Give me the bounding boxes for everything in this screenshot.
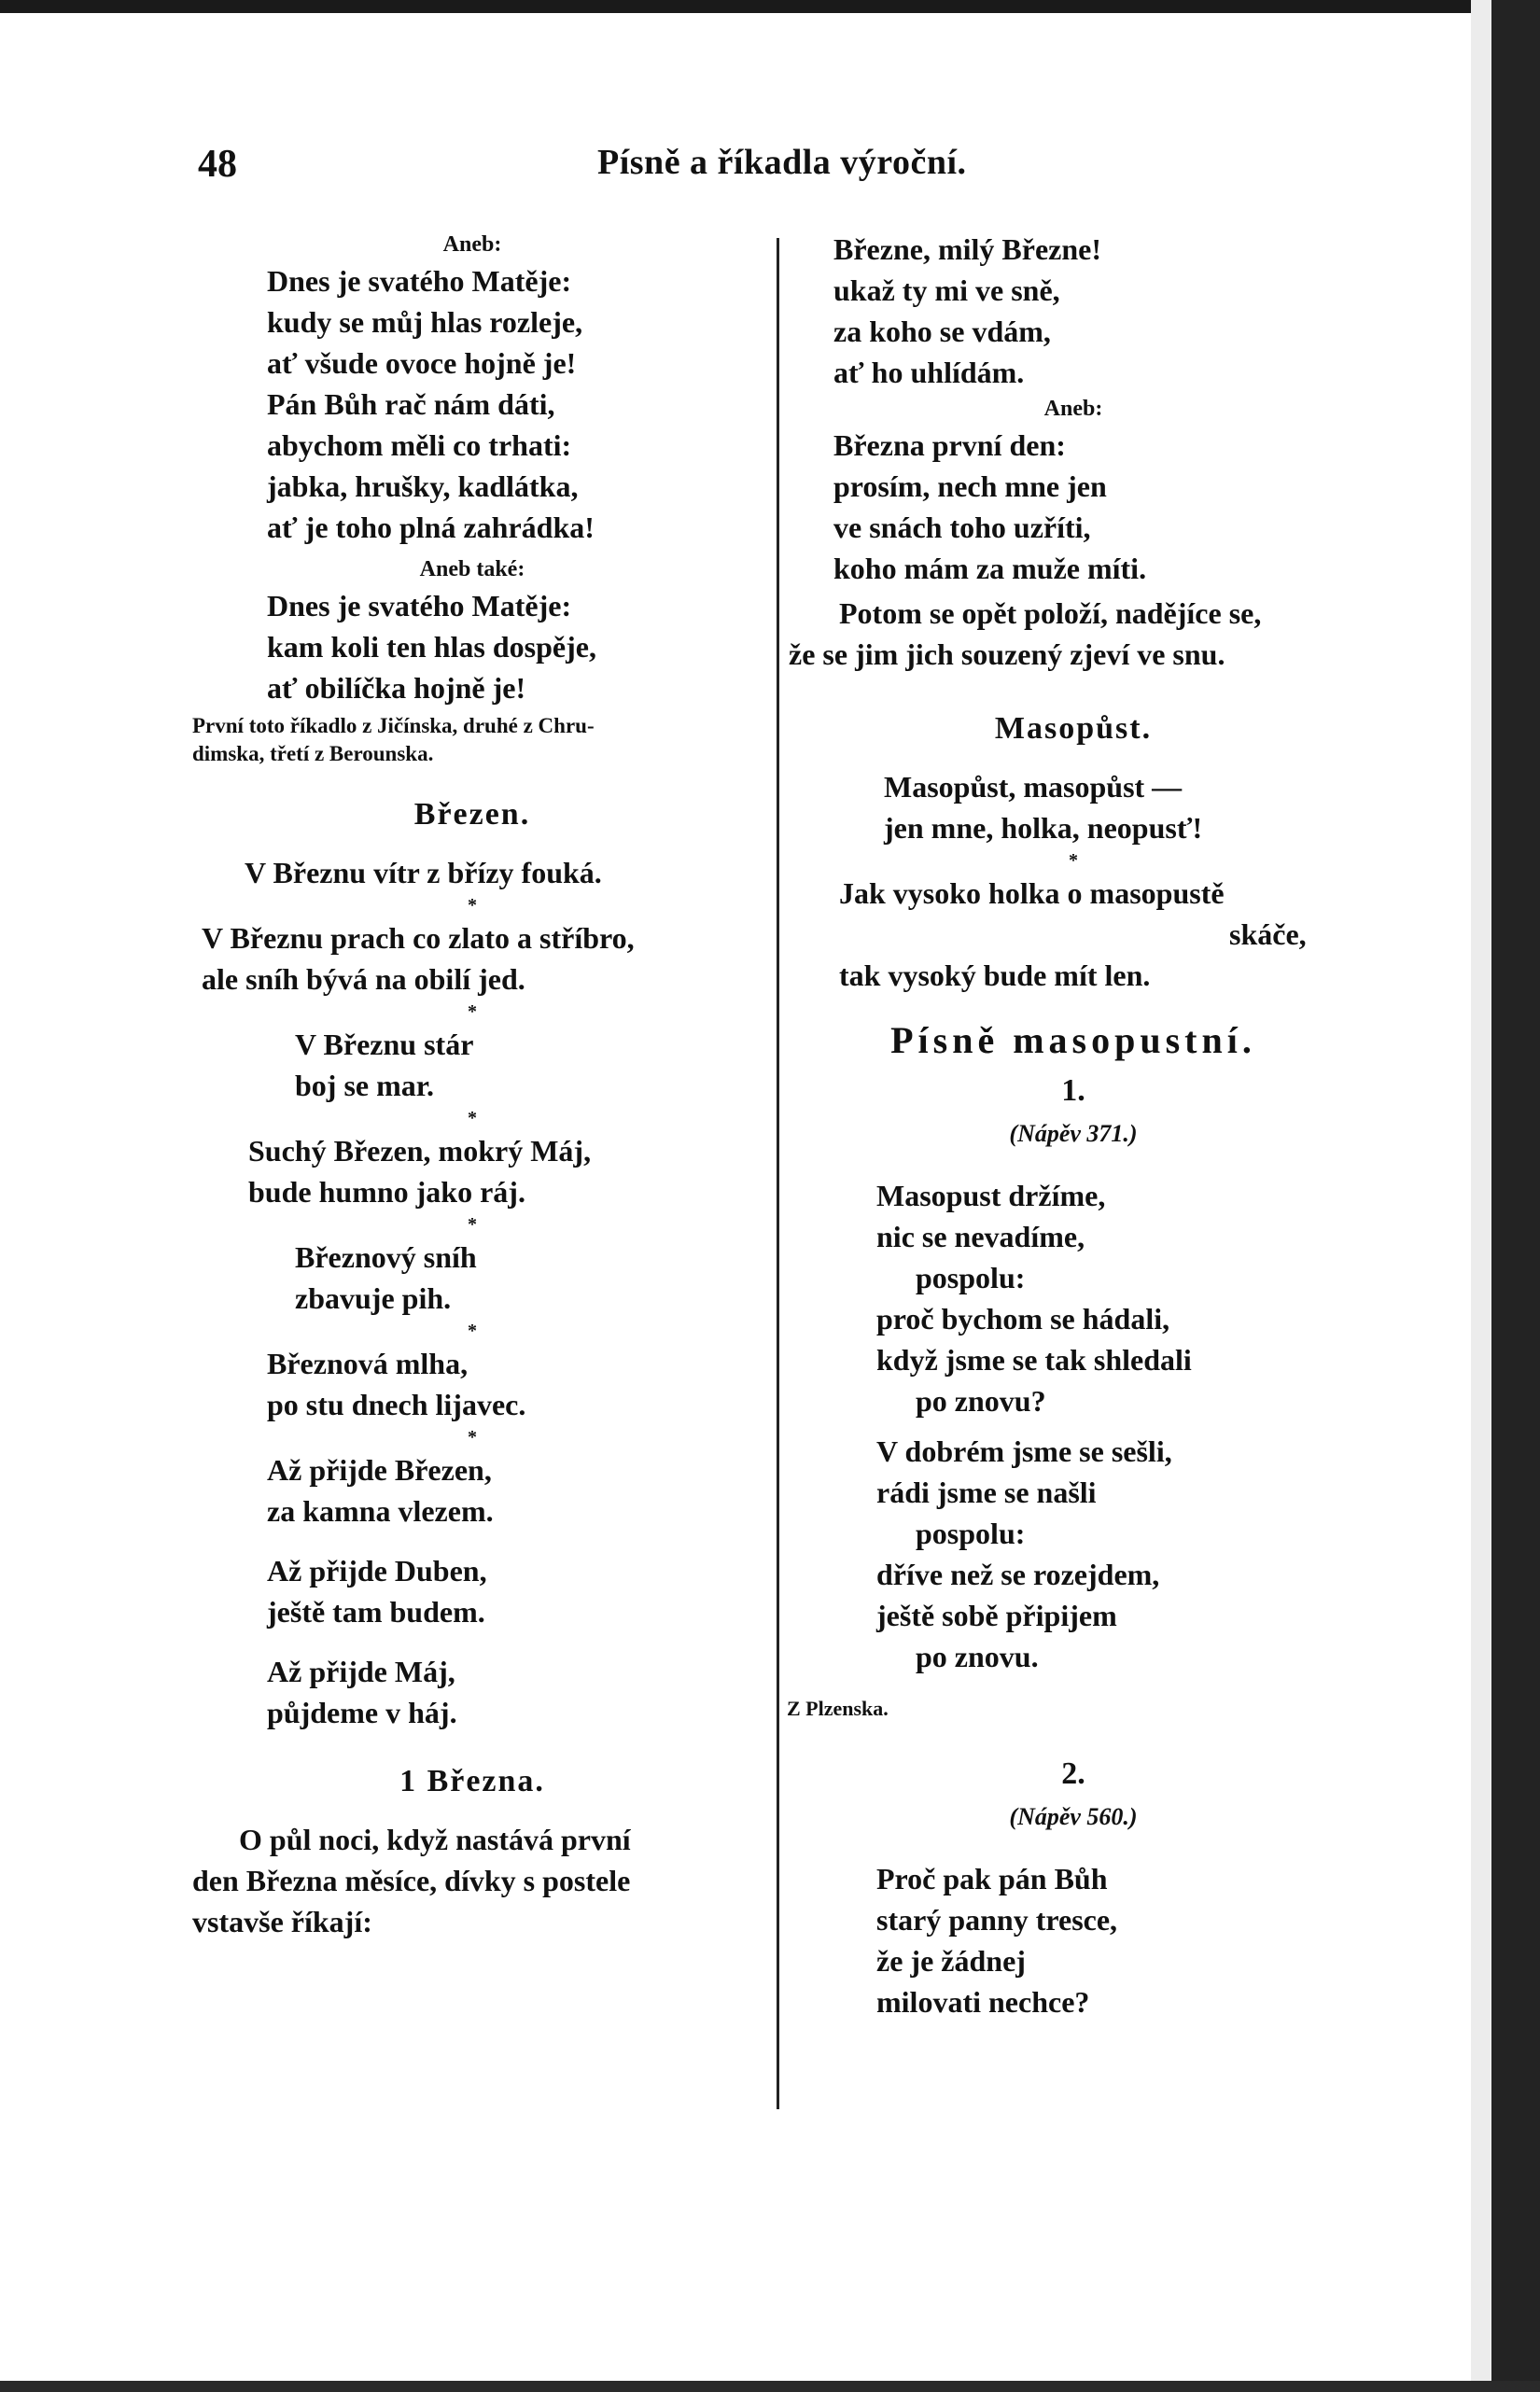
verse-line: pospolu: [916, 1261, 1026, 1294]
verse-line: zbavuje pih. [295, 1281, 452, 1315]
verse-line: skáče, [1229, 917, 1307, 951]
prose-potom [789, 593, 1358, 675]
star-separator: * [468, 1214, 477, 1235]
verse-line: ukaž ty mi ve sně, [833, 273, 1060, 307]
verse-line: tak vysoký bude mít len. [839, 958, 1151, 992]
verse-line: nic se nevadíme, [876, 1220, 1085, 1253]
saying-8 [192, 1550, 752, 1632]
prose-line: vstavše říkají: [192, 1905, 372, 1938]
saying-5 [192, 1237, 752, 1319]
star-separator: * [468, 895, 477, 916]
verse-line: V Březnu vítr z břízy fouká. [245, 856, 602, 889]
verse-line: že je žádnej [876, 1944, 1026, 1978]
column-divider [777, 238, 779, 2109]
song1-verse1 [789, 1175, 1358, 1421]
verse-line: po znovu. [916, 1640, 1039, 1673]
song-number: 2. [1061, 1756, 1085, 1791]
verse-line: Března první den: [833, 428, 1066, 462]
verse-line: ještě tam budem. [267, 1595, 485, 1629]
verse-line: dříve než se rozejdem, [876, 1558, 1160, 1591]
verse-line: ať obilíčka hojně je! [267, 671, 526, 705]
verse-line: proč bychom se hádali, [876, 1302, 1170, 1336]
scan-bottom-edge [0, 2381, 1540, 2392]
verse-line: Až přijde Máj, [267, 1655, 455, 1688]
aneb-label: Aneb: [1043, 397, 1103, 421]
verse-line: V Březnu prach co zlato a stříbro, [202, 921, 635, 955]
verse-line: rádi jsme se našli [876, 1476, 1097, 1509]
verse-line: starý panny tresce, [876, 1903, 1118, 1937]
verse-line: Až přijde Duben, [267, 1554, 487, 1588]
prose-1-brezna [192, 1819, 752, 1942]
prose-line: O půl noci, když nastává první [239, 1823, 631, 1856]
aneb-label: Aneb: [442, 232, 502, 257]
saying-6 [192, 1343, 752, 1425]
verse-line: jen mne, holka, neopusť! [884, 811, 1203, 845]
prose-line: Potom se opět položí, nadějíce se, [839, 596, 1262, 630]
star-separator: * [1069, 850, 1078, 871]
scan-right-edge [1491, 0, 1540, 2392]
verse-line: kudy se můj hlas rozleje, [267, 305, 583, 339]
verse-line: ať ho uhlídám. [833, 356, 1025, 389]
verse-line: po znovu? [916, 1384, 1046, 1418]
verse-line: V dobrém jsme se sešli, [876, 1434, 1172, 1468]
verse-line: Masopůst, masopůst — [884, 770, 1183, 804]
source-note [192, 712, 752, 768]
verse-line: když jsme se tak shledali [876, 1343, 1192, 1377]
verse-line: Masopust držíme, [876, 1179, 1106, 1212]
song2-verse1 [789, 1858, 1358, 2022]
verse-line: V Březnu stár [295, 1028, 474, 1061]
aneb-take-label: Aneb také: [419, 557, 525, 581]
verse-line: boj se mar. [295, 1069, 435, 1102]
prose-line: den Března měsíce, dívky s postele [192, 1864, 631, 1897]
verse-line: ještě sobě připijem [876, 1599, 1117, 1632]
star-separator: * [468, 1108, 477, 1128]
saying-1 [192, 852, 752, 893]
stanza-brezne [789, 229, 1358, 393]
verse-line: Až přijde Březen, [267, 1453, 492, 1487]
stanza-brezna-prvni-den [789, 425, 1358, 589]
verse-line: ve snách toho uzříti, [833, 511, 1091, 544]
verse-line: milovati nechce? [876, 1985, 1090, 2019]
verse-line: koho mám za muže míti. [833, 552, 1147, 585]
saying-3 [192, 1024, 752, 1106]
saying-4 [192, 1130, 752, 1212]
song1-verse2 [789, 1431, 1358, 1677]
verse-line: Suchý Březen, mokrý Máj, [248, 1134, 592, 1168]
saying-7 [192, 1449, 752, 1532]
verse-line: Březne, milý Březne! [833, 232, 1101, 266]
star-separator: * [468, 1427, 477, 1448]
scan-page-gutter [1471, 0, 1491, 2392]
melody-reference: (Nápěv 560.) [1009, 1803, 1138, 1830]
verse-line: Dnes je svatého Matěje: [267, 589, 572, 622]
heading-pisne-masopustni: Písně masopustní. [890, 1019, 1256, 1061]
verse-line: za koho se vdám, [833, 315, 1051, 348]
melody-reference: (Nápěv 371.) [1009, 1120, 1138, 1147]
verse-line: po stu dnech lijavec. [267, 1388, 526, 1421]
running-title: Písně a říkadla výroční. [597, 143, 967, 182]
saying-masopust-2 [789, 873, 1358, 996]
scan-top-edge [0, 0, 1540, 13]
verse-line: Pán Bůh rač nám dáti, [267, 387, 555, 421]
prose-line: že se jim jich souzený zjeví ve snu. [789, 637, 1225, 671]
verse-line: Březnový sníh [295, 1240, 477, 1274]
verse-line: prosím, nech mne jen [833, 469, 1107, 503]
song-number: 1. [1061, 1073, 1085, 1108]
verse-line: ale sníh bývá na obilí jed. [202, 962, 525, 996]
heading-1-brezna: 1 Března. [399, 1764, 545, 1798]
left-column [192, 229, 752, 1942]
verse-line: Jak vysoko holka o masopustě [839, 876, 1225, 910]
note-line: dimska, třetí z Berounska. [192, 742, 434, 765]
verse-line: Proč pak pán Bůh [876, 1862, 1108, 1895]
verse-line: za kamna vlezem. [267, 1494, 494, 1528]
right-column [789, 229, 1358, 2022]
verse-line: Dnes je svatého Matěje: [267, 264, 572, 298]
verse-line: kam koli ten hlas dospěje, [267, 630, 596, 664]
source-note: Z Plzenska. [787, 1697, 889, 1720]
verse-line: bude humno jako ráj. [248, 1175, 525, 1209]
verse-line: půjdeme v háj. [267, 1696, 457, 1729]
star-separator: * [468, 1321, 477, 1341]
verse-line: Březnová mlha, [267, 1347, 469, 1380]
star-separator: * [468, 1001, 477, 1022]
verse-line: pospolu: [916, 1517, 1026, 1550]
verse-line: ať je toho plná zahrádka! [267, 511, 595, 544]
page-number: 48 [198, 143, 237, 186]
heading-masopust: Masopůst. [994, 711, 1153, 746]
saying-9 [192, 1651, 752, 1733]
saying-masopust-1 [789, 766, 1358, 848]
saying-2 [192, 917, 752, 1000]
verse-line: ať všude ovoce hojně je! [267, 346, 577, 380]
heading-brezen: Březen. [413, 797, 531, 832]
note-line: První toto říkadlo z Jičínska, druhé z Chru- [192, 714, 595, 737]
verse-line: abychom měli co trhati: [267, 428, 572, 462]
stanza-matej-1 [192, 260, 752, 548]
stanza-matej-2 [192, 585, 752, 708]
verse-line: jabka, hrušky, kadlátka, [267, 469, 579, 503]
